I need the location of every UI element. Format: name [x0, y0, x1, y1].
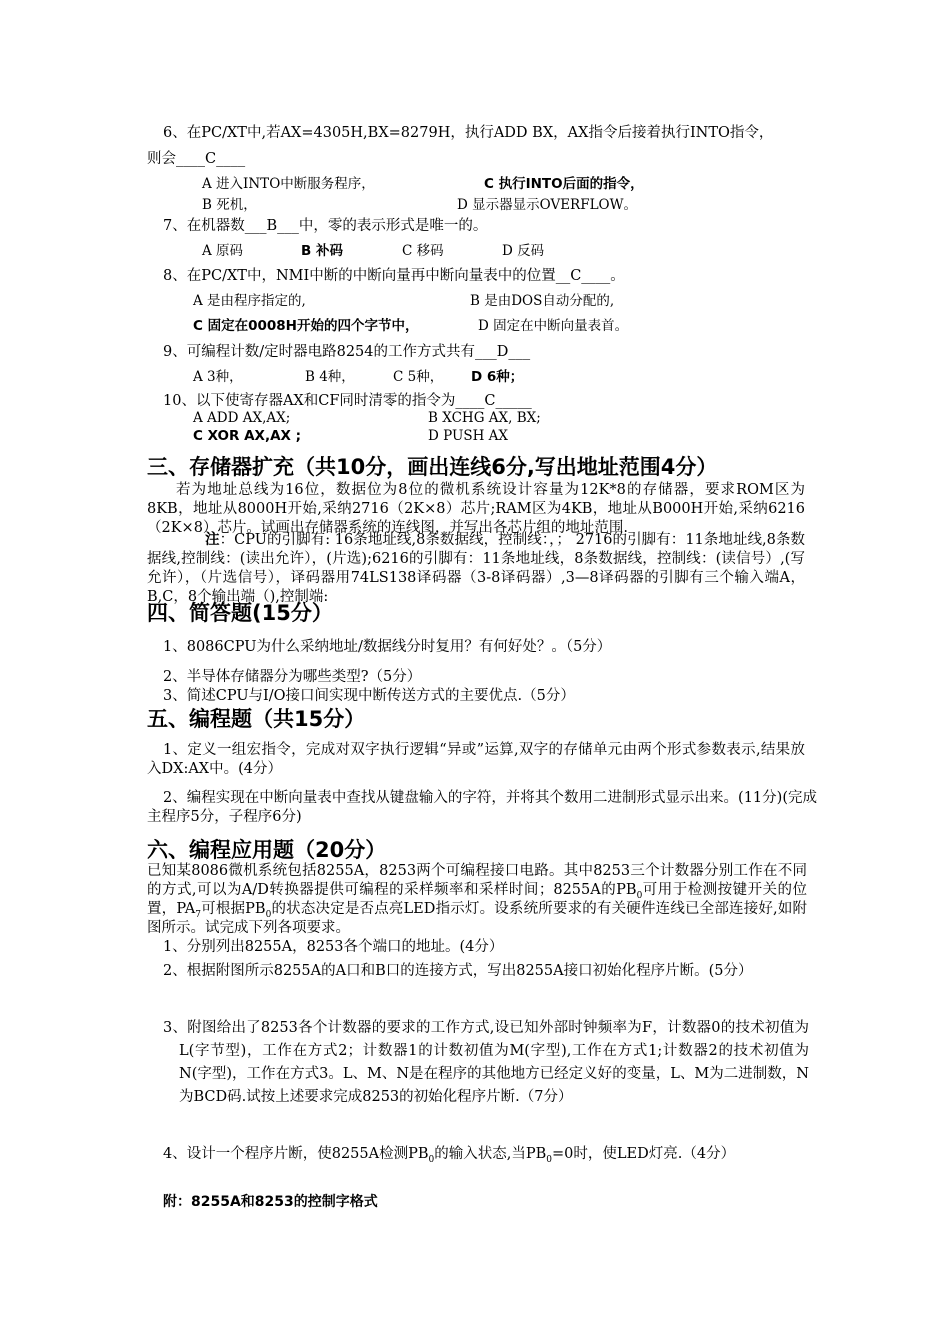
q10-stem: 10、以下使寄存器AX和CF同时清零的指令为____C_____: [163, 393, 532, 409]
subscript-7: 7: [195, 909, 201, 920]
sec6-question-2: 2、根据附图所示8255A的A口和B口的连接方式，写出8255A接口初始化程序片断。(5分）: [163, 963, 753, 979]
section-3-paragraph: 若为地址总线为16位，数据位为8位的微机系统设计容量为12K*8的存储器，要求ROM区为8KB，地址从8000H开始,采纳2716（2K×8）芯片;RAM区为4KB，地址从B000H开始,采纳6216（2K×8）芯片。试画出存储器系统的连线图，并写出各芯片组的地址范围.: [147, 482, 805, 536]
intro-part-a: 已知某8086微机系统包括8255A，8253两个可编程接口电路。其中8253三个计数器分别工作在不同的方式,可以为A/D转换器提供可编程的采样频率和采样时间；8255A的PB: [147, 863, 807, 898]
intro-part-d: 的状态决定是否点亮LED指示灯。设系统所要求的有关硬件连线已全部连接好,如附图所示。试完成下列各项要求。: [147, 901, 807, 936]
q9-stem: 9、可编程计数/定时器电路8254的工作方式共有___D___: [163, 344, 531, 360]
section-4-heading: 四、简答题(15分）: [147, 601, 333, 625]
q9-option-d: D 6种；: [471, 369, 524, 385]
q8-stem: 8、在PC/XT中，NMI中断的中断向量再中断向量表中的位置__C____。: [163, 268, 625, 284]
q6-option-c: C 执行INTO后面的指令，: [484, 176, 644, 192]
subscript-0: 0: [546, 1154, 553, 1165]
section-3-note: [147, 531, 805, 607]
section-5-heading: 五、编程题（共15分）: [147, 707, 366, 731]
q8-option-b: B 是由DOS自动分配的,: [470, 293, 615, 309]
q10-option-a: A ADD AX,AX;: [193, 410, 291, 426]
q10-option-b: B XCHG AX, BX;: [428, 410, 541, 426]
intro-part-c: 可根据PB: [200, 901, 266, 917]
q6-option-a: A 进入INTO中断服务程序，: [202, 176, 375, 192]
sec6-question-3: 3、附图给出了8253各个计数器的要求的工作方式,设已知外部时钟频率为F，计数器0的技术初值为L(字节型)，工作在方式2；计数器1的计数初值为M(字型),工作在方式1;计数器2的技术初值为N(字型)，工作在方式3。L、M、N是在程序的其他地方已经定义好的变量，L、M为二进制数，N为BCD码.试按上述要求完成8253的初始化程序片断.（7分）: [163, 1020, 809, 1105]
q7-option-c: C 移码: [402, 243, 444, 259]
note-text: ：CPU的引脚有: 16条地址线,8条数据线，控制线：，； 2716的引脚有：11条地址线,8条数据线,控制线：(读出允许），(片选);6216的引脚有：11条地址线，8条数据线，控制线：(读信号）,(写允许），（片选信号），译码器用74LS138译码器（3-8译码器）,3—8译码器的引脚有三个输入端A，B,C，8个输出端（),控制端:: [147, 532, 806, 605]
subscript-0: 0: [636, 890, 643, 901]
q9-option-c: C 5种，: [393, 369, 444, 385]
q8-option-c: C 固定在0008H开始的四个字节中，: [193, 318, 419, 334]
sec6-intro: [147, 862, 807, 938]
q8-option-a: A 是由程序指定的,: [193, 293, 306, 309]
intro-part-b: 可用于检测按键开关的位置，PA: [147, 882, 807, 917]
q6-stem: 6、在PC/XT中,若AX=4305H,BX=8279H，执行ADD BX，AX指令后接着执行INTO指令，: [163, 125, 774, 141]
sec5-question-2: 2、编程实现在中断向量表中查找从键盘输入的字符，并将其个数用二进制形式显示出来。(11分)(完成主程序5分，子程序6分): [147, 790, 817, 825]
q9-option-b: B 4种，: [305, 369, 355, 385]
appendix-title: 附：8255A和8253的控制字格式: [163, 1194, 378, 1210]
sec6-question-1: 1、分别列出8255A，8253各个端口的地址。(4分）: [163, 939, 504, 955]
section-3-heading: 三、存储器扩充（共10分，画出连线6分,写出地址范围4分）: [147, 455, 718, 479]
subscript-0: 0: [265, 909, 272, 920]
q4-part-b: 的输入状态,当PB: [434, 1146, 547, 1162]
q9-option-a: A 3种，: [193, 369, 243, 385]
sec4-question-2: 2、半导体存储器分为哪些类型?（5分）: [163, 669, 422, 685]
note-label: 注: [205, 532, 220, 548]
sec5-question-1: 1、定义一组宏指令，完成对双字执行逻辑“异或”运算,双字的存储单元由两个形式参数表示,结果放入DX:AX中。(4分）: [147, 742, 805, 777]
section-6-heading: 六、编程应用题（20分）: [147, 838, 387, 862]
subscript-0: 0: [428, 1154, 435, 1165]
q7-stem: 7、在机器数___B___中，零的表示形式是唯一的。: [163, 218, 488, 234]
sec6-question-4: [163, 1145, 809, 1164]
q7-option-d: D 反码: [502, 243, 545, 259]
q6-option-b: B 死机，: [202, 197, 257, 213]
q6-answer-line: 则会____C____: [147, 151, 246, 167]
q10-option-c: C XOR AX,AX ;: [193, 428, 302, 444]
q6-option-d: D 显示器显示OVERFLOW。: [457, 197, 637, 213]
q4-part-a: 4、设计一个程序片断，使8255A检测PB: [163, 1146, 429, 1162]
q4-part-c: =0时，使LED灯亮.（4分）: [552, 1146, 736, 1162]
q8-option-d: D 固定在中断向量表首。: [478, 318, 629, 334]
q7-option-a: A 原码: [202, 243, 244, 259]
q7-option-b: B 补码: [301, 243, 343, 259]
sec4-question-3: 3、简述CPU与I/O接口间实现中断传送方式的主要优点.（5分）: [163, 688, 575, 704]
q10-option-d: D PUSH AX: [428, 428, 509, 444]
sec4-question-1: 1、8086CPU为什么采纳地址/数据线分时复用？有何好处？。（5分）: [163, 639, 612, 655]
